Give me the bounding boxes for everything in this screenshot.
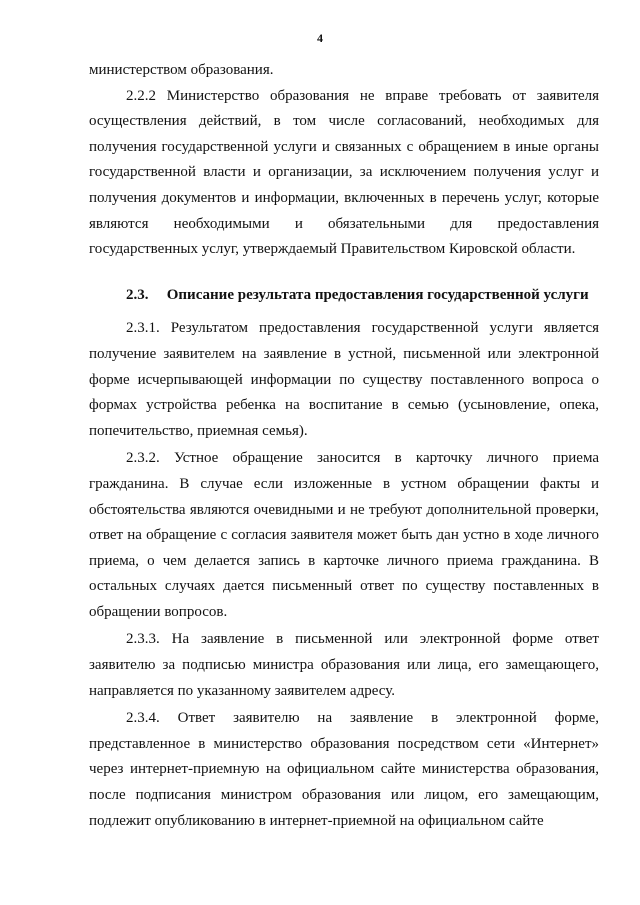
paragraph-2-3-2: 2.3.2. Устное обращение заносится в карточку личного приема гражданина. В случае если изложенные в устном обращении факты и обстоятельства являются очевидными и не требуют дополнительной проверки, ответ на обращение с согласия заявителя может быть дан устно в ходе личного приема, о чем делается запись в карточке личного приема гражданина. В остальных случаях дается письменный ответ по существу поставленных в обращении вопросов.: [89, 450, 599, 620]
document-body: [89, 58, 599, 834]
section-number: 2.3.: [126, 286, 149, 303]
paragraph-2-3-4: 2.3.4. Ответ заявителю на заявление в электронной форме, представленное в министерство образования посредством сети «Интернет» через интернет-приемную на официальном сайте министерства образования, после подписания министром образования или лицом, его замещающим, подлежит опубликованию в интернет-приемной на официальном сайте: [89, 710, 599, 829]
paragraph-continuation: министерством образования.: [89, 62, 274, 78]
section-heading: [89, 283, 599, 309]
paragraph-2-3-1: 2.3.1. Результатом предоставления государственной услуги является получение заявителем на заявление в устной, письменной или электронной форме исчерпывающей информации по существу поставленного вопроса о формах устройства ребенка на воспитание в семью (усыновление, опека, попечительство, приемная семья).: [89, 320, 599, 439]
page-number: 4: [317, 31, 323, 45]
paragraph-2-2-2: 2.2.2 Министерство образования не вправе требовать от заявителя осуществления действий, в том числе согласований, необходимых для получения государственной услуги и связанных с обращением в иные органы государственной власти и организации, за исключением получения услуг и получения документов и информации, включенных в перечень услуг, которые являются необходимыми и обязательными для предоставления государственных услуг, утверждаемый Правительством Кировской области.: [89, 87, 599, 258]
section-title: Описание результата предоставления государственной услуги: [166, 286, 589, 303]
paragraph-2-3-3: 2.3.3. На заявление в письменной или электронной форме ответ заявителю за подписью министра образования или лица, его замещающего, направляется по указанному заявителем адресу.: [89, 631, 599, 699]
